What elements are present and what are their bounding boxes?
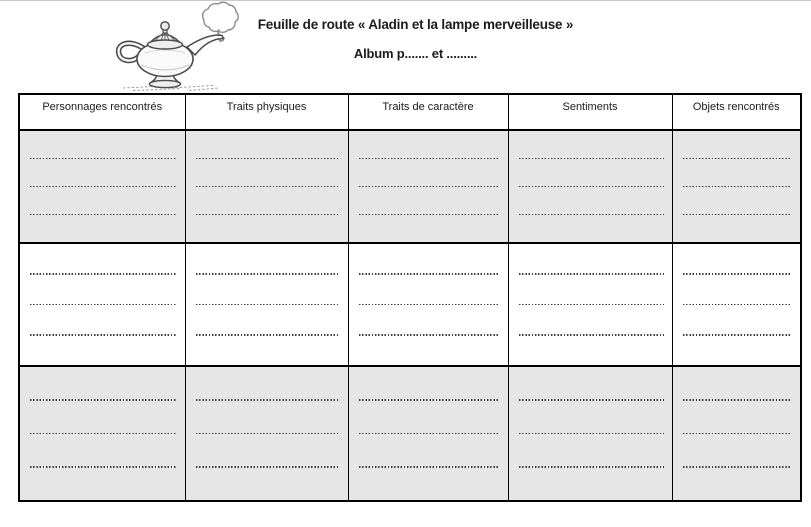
dotted-writing-line (196, 433, 340, 435)
writing-cell (672, 366, 801, 501)
dotted-writing-line (519, 158, 664, 160)
dotted-writing-line (359, 334, 500, 336)
writing-cell (19, 130, 185, 243)
worksheet-table (18, 93, 802, 502)
dotted-writing-line (683, 158, 793, 160)
dotted-writing-line (519, 433, 664, 435)
dotted-writing-line (30, 214, 177, 216)
table-row (19, 130, 801, 243)
dotted-writing-line (30, 158, 177, 160)
dotted-writing-line (30, 304, 177, 306)
dotted-writing-line (359, 399, 500, 401)
column-header-personnages: Personnages rencontrés (19, 94, 185, 130)
dotted-writing-line (519, 214, 664, 216)
dotted-writing-line (359, 466, 500, 468)
dotted-writing-line (519, 466, 664, 468)
dotted-writing-line (683, 334, 793, 336)
writing-cell (19, 366, 185, 501)
dotted-writing-line (519, 273, 664, 275)
dotted-writing-line (196, 334, 340, 336)
dotted-writing-line (359, 214, 500, 216)
writing-cell (185, 130, 348, 243)
dotted-writing-line (30, 186, 177, 188)
page-title: Feuille de route « Aladin et la lampe merveilleuse » (257, 17, 574, 32)
dotted-writing-line (519, 304, 664, 306)
dotted-writing-line (359, 158, 500, 160)
dotted-writing-line (196, 158, 340, 160)
dotted-writing-line (519, 399, 664, 401)
dotted-writing-line (359, 273, 500, 275)
dotted-writing-line (196, 273, 340, 275)
header-row (19, 94, 801, 130)
table-row (19, 243, 801, 366)
column-header-traits-physiques: Traits physiques (185, 94, 348, 130)
writing-cell (348, 243, 508, 366)
dotted-writing-line (196, 214, 340, 216)
writing-cell (672, 243, 801, 366)
writing-cell (348, 130, 508, 243)
table-body (19, 130, 801, 501)
writing-cell (508, 243, 672, 366)
dotted-writing-line (30, 273, 177, 275)
dotted-writing-line (359, 433, 500, 435)
dotted-writing-line (683, 186, 793, 188)
dotted-writing-line (683, 399, 793, 401)
writing-cell (185, 366, 348, 501)
dotted-writing-line (30, 399, 177, 401)
dotted-writing-line (30, 466, 177, 468)
writing-cell (348, 366, 508, 501)
dotted-writing-line (359, 186, 500, 188)
dotted-writing-line (683, 433, 793, 435)
dotted-writing-line (196, 399, 340, 401)
writing-cell (508, 366, 672, 501)
dotted-writing-line (359, 304, 500, 306)
dotted-writing-line (196, 466, 340, 468)
dotted-writing-line (30, 433, 177, 435)
writing-cell (19, 243, 185, 366)
writing-cell (508, 130, 672, 243)
column-header-objets: Objets rencontrés (672, 94, 801, 130)
page-subtitle: Album p....... et ......... (353, 46, 478, 61)
dotted-writing-line (683, 304, 793, 306)
dotted-writing-line (683, 273, 793, 275)
dotted-writing-line (196, 186, 340, 188)
table-row (19, 366, 801, 501)
dotted-writing-line (519, 186, 664, 188)
dotted-writing-line (683, 466, 793, 468)
dotted-writing-line (683, 214, 793, 216)
dotted-writing-line (519, 334, 664, 336)
writing-cell (185, 243, 348, 366)
writing-cell (672, 130, 801, 243)
column-header-traits-caractere: Traits de caractère (348, 94, 508, 130)
dotted-writing-line (196, 304, 340, 306)
column-header-sentiments: Sentiments (508, 94, 672, 130)
dotted-writing-line (30, 334, 177, 336)
title-block (0, 17, 811, 61)
